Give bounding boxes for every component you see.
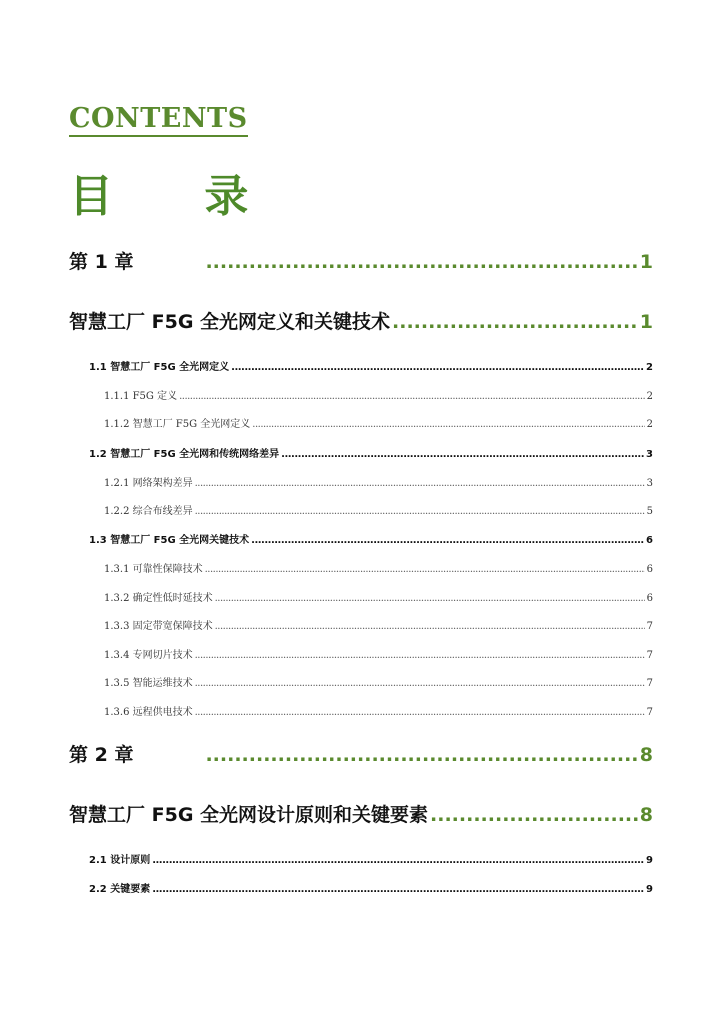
toc-leader <box>195 650 645 661</box>
toc-leader <box>231 362 644 373</box>
toc-page-number: 7 <box>646 621 653 632</box>
toc-leader <box>215 621 645 632</box>
toc-leader <box>281 449 644 460</box>
toc-leader <box>215 593 645 604</box>
toc-page-number: 7 <box>646 678 653 689</box>
toc-entry-1-3-3[interactable] <box>0 617 724 632</box>
toc-page-number: 3 <box>646 449 653 460</box>
toc-page-number: 9 <box>646 855 653 866</box>
toc-entry-1-3-6[interactable] <box>0 703 724 718</box>
toc-leader <box>195 506 645 517</box>
toc-leader <box>195 707 645 718</box>
toc-page-number: 1 <box>639 311 653 333</box>
toc-entry-1-2[interactable] <box>0 445 724 460</box>
toc-leader <box>430 804 638 826</box>
toc-entry-label: 1.2.1 网络架构差异 <box>104 478 193 489</box>
toc-entry-label: 1.3.6 远程供电技术 <box>104 707 193 718</box>
toc-entry-label: 1.1 智慧工厂 F5G 全光网定义 <box>89 362 230 373</box>
toc-page-number: 7 <box>646 707 653 718</box>
toc-entry-2-2[interactable] <box>0 880 724 895</box>
toc-entry-1-3-5[interactable] <box>0 674 724 689</box>
toc-entry-label: 1.3.2 确定性低时延技术 <box>104 593 213 604</box>
toc-entry-1-2-2[interactable] <box>0 502 724 517</box>
toc-entry-label: 1.3.1 可靠性保障技术 <box>104 564 203 575</box>
toc-entry-label: 1.3.4 专网切片技术 <box>104 650 193 661</box>
toc-entry-label: 2.1 设计原则 <box>89 855 151 866</box>
toc-page-number: 6 <box>646 535 653 546</box>
toc-leader <box>152 884 644 895</box>
toc-page-number: 8 <box>639 744 653 766</box>
toc-page-number: 1 <box>639 251 653 273</box>
toc-leader <box>195 678 645 689</box>
toc-page-number: 2 <box>646 419 653 430</box>
toc-entry-1-1-1[interactable] <box>0 387 724 402</box>
toc-entry-label: 1.2.2 综合布线差异 <box>104 506 193 517</box>
toc-entry-1-2-1[interactable] <box>0 474 724 489</box>
toc-leader <box>251 535 644 546</box>
toc-entry-1-3-2[interactable] <box>0 589 724 604</box>
toc-leader <box>392 311 638 333</box>
toc-entry-1-3-4[interactable] <box>0 646 724 661</box>
toc-entry-label: 智慧工厂 F5G 全光网定义和关键技术 <box>69 311 391 333</box>
toc-page-number: 9 <box>646 884 653 895</box>
toc-entry-chapter-1[interactable] <box>0 247 724 274</box>
toc-entry-1-1[interactable] <box>0 358 724 373</box>
toc-entry-label: 1.1.2 智慧工厂 F5G 全光网定义 <box>104 419 251 430</box>
toc-page-number: 2 <box>646 362 653 373</box>
toc-page-number: 3 <box>646 478 653 489</box>
toc-entry-chapter-2-title[interactable] <box>0 800 724 827</box>
toc-entry-2-1[interactable] <box>0 851 724 866</box>
toc-page-number: 2 <box>646 391 653 402</box>
toc-entry-label: 1.3.5 智能运维技术 <box>104 678 193 689</box>
toc-leader <box>195 478 645 489</box>
toc-page-number: 6 <box>646 564 653 575</box>
toc-entry-label: 2.2 关键要素 <box>89 884 151 895</box>
toc-leader <box>152 855 644 866</box>
toc-leader <box>252 419 644 430</box>
toc-entry-label: 1.1.1 F5G 定义 <box>104 391 178 402</box>
toc-entry-label: 1.3 智慧工厂 F5G 全光网关键技术 <box>89 535 250 546</box>
toc-entry-label: 1.3.3 固定带宽保障技术 <box>104 621 213 632</box>
contents-heading: CONTENTS <box>69 103 248 137</box>
toc-page-number: 5 <box>646 506 653 517</box>
toc-page-number: 8 <box>639 804 653 826</box>
toc-page-number: 7 <box>646 650 653 661</box>
toc-entry-1-1-2[interactable] <box>0 415 724 430</box>
toc-entry-chapter-2[interactable] <box>0 740 724 767</box>
toc-leader <box>205 744 637 766</box>
toc-heading: 目 录 <box>69 171 287 222</box>
toc-entry-1-3-1[interactable] <box>0 560 724 575</box>
toc-entry-label: 第 1 章 <box>69 251 134 273</box>
toc-page-number: 6 <box>646 593 653 604</box>
toc-entry-chapter-1-title[interactable] <box>0 307 724 334</box>
toc-leader <box>205 564 645 575</box>
toc-entry-1-3[interactable] <box>0 531 724 546</box>
toc-entry-label: 第 2 章 <box>69 744 134 766</box>
toc-entry-label: 智慧工厂 F5G 全光网设计原则和关键要素 <box>69 804 429 826</box>
toc-leader <box>179 391 645 402</box>
toc-leader <box>205 251 637 273</box>
toc-entry-label: 1.2 智慧工厂 F5G 全光网和传统网络差异 <box>89 449 280 460</box>
